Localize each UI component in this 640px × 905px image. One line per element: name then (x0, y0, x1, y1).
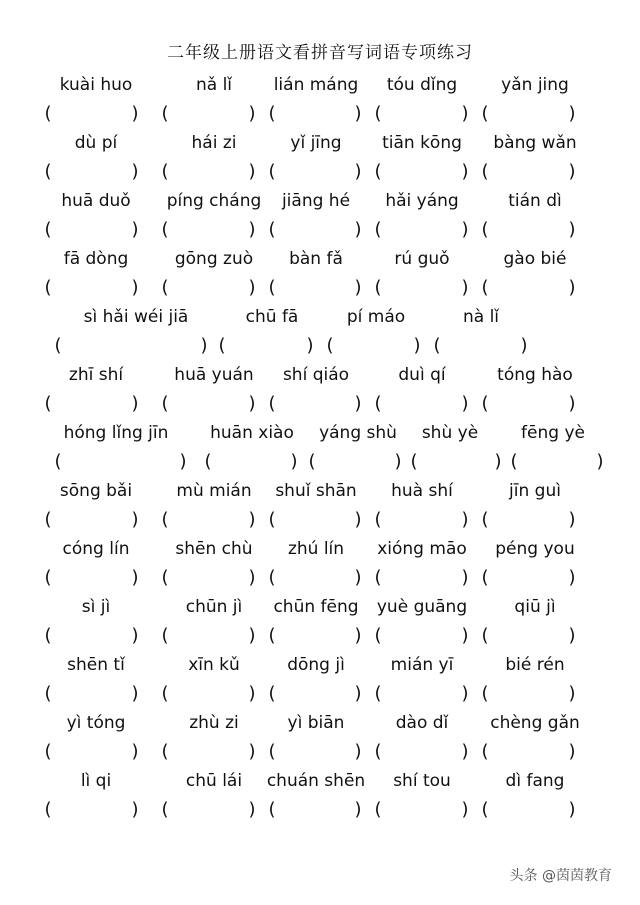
exercise-row (0, 536, 640, 594)
pinyin-word: hóng lǐng jīn (63, 423, 169, 443)
answer-close-paren: ) (131, 277, 139, 298)
answer-open-paren: ( (44, 509, 52, 530)
pinyin-word: lián máng (273, 75, 359, 95)
answer-open-paren: ( (481, 741, 489, 762)
answer-close-paren: ) (131, 799, 139, 820)
pinyin-word: dōng jì (287, 655, 345, 675)
answer-close-paren: ) (131, 683, 139, 704)
answer-open-paren: ( (44, 683, 52, 704)
pinyin-word: huān xiào (210, 423, 294, 443)
pinyin-word: chèng gǎn (490, 713, 580, 733)
answer-close-paren: ) (568, 161, 576, 182)
answer-close-paren: ) (354, 161, 362, 182)
pinyin-word: fā dòng (63, 249, 129, 269)
answer-open-paren: ( (268, 103, 276, 124)
pinyin-word: shuǐ shān (275, 481, 357, 501)
pinyin-word: xīn kǔ (188, 655, 240, 675)
pinyin-word: shù yè (421, 423, 479, 443)
pinyin-word: jīn guì (509, 481, 561, 501)
pinyin-word: tiān kōng (382, 133, 462, 153)
answer-close-paren: ) (461, 741, 469, 762)
answer-close-paren: ) (131, 567, 139, 588)
exercise-row (0, 130, 640, 188)
pinyin-word: yǎn jing (501, 75, 569, 95)
pinyin-word: chuán shēn (266, 771, 366, 791)
answer-close-paren: ) (568, 103, 576, 124)
answer-open-paren: ( (433, 335, 441, 356)
answer-close-paren: ) (461, 799, 469, 820)
exercise-row (0, 420, 640, 478)
pinyin-word: fēng yè (521, 423, 585, 443)
answer-close-paren: ) (248, 393, 256, 414)
answer-close-paren: ) (354, 625, 362, 646)
answer-open-paren: ( (481, 277, 489, 298)
answer-open-paren: ( (481, 625, 489, 646)
pinyin-word: dì fang (505, 771, 565, 791)
answer-open-paren: ( (481, 683, 489, 704)
pinyin-word: dù pí (74, 133, 118, 153)
pinyin-word: shí qiáo (282, 365, 350, 385)
answer-open-paren: ( (481, 161, 489, 182)
answer-open-paren: ( (374, 277, 382, 298)
pinyin-word: nà lǐ (462, 307, 500, 327)
answer-open-paren: ( (268, 683, 276, 704)
exercise-row (0, 304, 640, 362)
pinyin-word: zhù zi (189, 713, 239, 733)
pinyin-word: bié rén (505, 655, 565, 675)
answer-open-paren: ( (374, 625, 382, 646)
pinyin-word: jiāng hé (281, 191, 351, 211)
pinyin-word: yì tóng (66, 713, 126, 733)
answer-close-paren: ) (290, 451, 298, 472)
answer-open-paren: ( (374, 509, 382, 530)
answer-close-paren: ) (413, 335, 421, 356)
pinyin-word: yǐ jīng (290, 133, 342, 153)
exercise-row (0, 768, 640, 826)
pinyin-word: mù mián (176, 481, 252, 501)
answer-close-paren: ) (248, 103, 256, 124)
answer-open-paren: ( (161, 103, 169, 124)
answer-close-paren: ) (494, 451, 502, 472)
answer-open-paren: ( (481, 799, 489, 820)
answer-close-paren: ) (461, 625, 469, 646)
answer-close-paren: ) (131, 393, 139, 414)
answer-open-paren: ( (268, 567, 276, 588)
answer-close-paren: ) (354, 799, 362, 820)
pinyin-word: qiū jì (514, 597, 556, 617)
pinyin-word: huà shí (391, 481, 453, 501)
exercise-row (0, 594, 640, 652)
answer-open-paren: ( (54, 335, 62, 356)
pinyin-word: huā duǒ (61, 191, 131, 211)
answer-close-paren: ) (179, 451, 187, 472)
answer-open-paren: ( (268, 625, 276, 646)
pinyin-word: bàn fǎ (289, 249, 343, 269)
pinyin-word: yáng shù (319, 423, 397, 443)
answer-open-paren: ( (44, 161, 52, 182)
pinyin-word: chūn jì (185, 597, 243, 617)
answer-open-paren: ( (268, 161, 276, 182)
answer-close-paren: ) (461, 393, 469, 414)
answer-close-paren: ) (248, 219, 256, 240)
answer-close-paren: ) (568, 509, 576, 530)
answer-close-paren: ) (354, 567, 362, 588)
answer-open-paren: ( (308, 451, 316, 472)
answer-open-paren: ( (161, 509, 169, 530)
pinyin-word: xióng māo (377, 539, 467, 559)
exercise-row (0, 478, 640, 536)
exercise-row (0, 710, 640, 768)
answer-open-paren: ( (44, 219, 52, 240)
answer-close-paren: ) (461, 509, 469, 530)
answer-open-paren: ( (44, 103, 52, 124)
pinyin-word: tóu dǐng (386, 75, 458, 95)
answer-open-paren: ( (161, 625, 169, 646)
answer-close-paren: ) (568, 393, 576, 414)
pinyin-word: tóng hào (497, 365, 573, 385)
answer-open-paren: ( (374, 219, 382, 240)
answer-close-paren: ) (394, 451, 402, 472)
answer-open-paren: ( (374, 741, 382, 762)
pinyin-word: zhī shí (68, 365, 124, 385)
answer-close-paren: ) (131, 219, 139, 240)
pinyin-word: mián yī (390, 655, 454, 675)
answer-close-paren: ) (461, 277, 469, 298)
answer-open-paren: ( (410, 451, 418, 472)
answer-open-paren: ( (374, 103, 382, 124)
answer-close-paren: ) (520, 335, 528, 356)
pinyin-word: chūn fēng (273, 597, 359, 617)
answer-open-paren: ( (374, 567, 382, 588)
answer-open-paren: ( (161, 219, 169, 240)
answer-close-paren: ) (568, 741, 576, 762)
pinyin-word: dào dǐ (395, 713, 449, 733)
answer-open-paren: ( (268, 799, 276, 820)
answer-close-paren: ) (248, 509, 256, 530)
answer-close-paren: ) (248, 567, 256, 588)
answer-open-paren: ( (44, 741, 52, 762)
answer-open-paren: ( (481, 103, 489, 124)
pinyin-word: zhú lín (287, 539, 345, 559)
answer-close-paren: ) (354, 683, 362, 704)
answer-open-paren: ( (44, 625, 52, 646)
answer-open-paren: ( (44, 277, 52, 298)
exercise-row (0, 246, 640, 304)
answer-close-paren: ) (354, 741, 362, 762)
exercise-row (0, 72, 640, 130)
answer-close-paren: ) (568, 277, 576, 298)
pinyin-word: píng cháng (166, 191, 262, 211)
answer-close-paren: ) (248, 741, 256, 762)
answer-open-paren: ( (268, 741, 276, 762)
answer-open-paren: ( (44, 393, 52, 414)
answer-open-paren: ( (161, 567, 169, 588)
pinyin-word: shēn chù (175, 539, 253, 559)
answer-open-paren: ( (374, 799, 382, 820)
answer-open-paren: ( (268, 277, 276, 298)
answer-open-paren: ( (161, 393, 169, 414)
pinyin-word: rú guǒ (394, 249, 450, 269)
pinyin-word: pí máo (346, 307, 406, 327)
answer-close-paren: ) (354, 393, 362, 414)
exercise-row (0, 188, 640, 246)
answer-open-paren: ( (268, 219, 276, 240)
pinyin-word: chū fā (245, 307, 299, 327)
answer-close-paren: ) (306, 335, 314, 356)
answer-close-paren: ) (354, 103, 362, 124)
exercise-row (0, 652, 640, 710)
answer-close-paren: ) (131, 625, 139, 646)
answer-close-paren: ) (568, 799, 576, 820)
answer-open-paren: ( (481, 219, 489, 240)
answer-open-paren: ( (481, 393, 489, 414)
answer-close-paren: ) (568, 567, 576, 588)
answer-close-paren: ) (248, 683, 256, 704)
answer-open-paren: ( (161, 161, 169, 182)
answer-close-paren: ) (354, 277, 362, 298)
answer-open-paren: ( (54, 451, 62, 472)
answer-open-paren: ( (44, 567, 52, 588)
answer-open-paren: ( (374, 161, 382, 182)
answer-open-paren: ( (268, 509, 276, 530)
answer-close-paren: ) (248, 625, 256, 646)
page-title: 二年级上册语文看拼音写词语专项练习 (167, 43, 473, 63)
pinyin-word: sì hǎi wéi jiā (83, 307, 189, 327)
answer-close-paren: ) (354, 219, 362, 240)
pinyin-word: tián dì (508, 191, 562, 211)
answer-close-paren: ) (461, 103, 469, 124)
answer-open-paren: ( (374, 393, 382, 414)
answer-open-paren: ( (268, 393, 276, 414)
pinyin-word: kuài huo (59, 75, 133, 95)
answer-close-paren: ) (248, 799, 256, 820)
pinyin-word: chū lái (185, 771, 243, 791)
answer-close-paren: ) (461, 161, 469, 182)
answer-close-paren: ) (131, 741, 139, 762)
answer-close-paren: ) (461, 567, 469, 588)
answer-open-paren: ( (161, 683, 169, 704)
answer-close-paren: ) (131, 103, 139, 124)
answer-close-paren: ) (461, 219, 469, 240)
pinyin-word: duì qí (398, 365, 446, 385)
answer-open-paren: ( (161, 277, 169, 298)
answer-open-paren: ( (204, 451, 212, 472)
answer-close-paren: ) (568, 625, 576, 646)
answer-open-paren: ( (218, 335, 226, 356)
pinyin-word: yuè guāng (376, 597, 468, 617)
answer-close-paren: ) (354, 509, 362, 530)
answer-open-paren: ( (161, 741, 169, 762)
pinyin-word: sōng bǎi (59, 481, 133, 501)
answer-open-paren: ( (44, 799, 52, 820)
pinyin-word: hái zi (191, 133, 237, 153)
pinyin-word: lì qi (80, 771, 112, 791)
answer-close-paren: ) (248, 161, 256, 182)
pinyin-word: shēn tǐ (67, 655, 125, 675)
watermark: 头条 @茵茵教育 (509, 868, 612, 884)
answer-open-paren: ( (161, 799, 169, 820)
pinyin-word: gōng zuò (174, 249, 254, 269)
answer-close-paren: ) (596, 451, 604, 472)
pinyin-word: cóng lín (62, 539, 130, 559)
answer-close-paren: ) (131, 509, 139, 530)
answer-close-paren: ) (131, 161, 139, 182)
answer-close-paren: ) (200, 335, 208, 356)
pinyin-word: nǎ lǐ (195, 75, 233, 95)
pinyin-word: yì biān (287, 713, 345, 733)
pinyin-word: sì jì (81, 597, 111, 617)
exercise-row (0, 362, 640, 420)
answer-close-paren: ) (568, 219, 576, 240)
answer-open-paren: ( (481, 567, 489, 588)
pinyin-word: huā yuán (174, 365, 254, 385)
answer-open-paren: ( (326, 335, 334, 356)
pinyin-word: péng you (495, 539, 575, 559)
answer-open-paren: ( (481, 509, 489, 530)
answer-close-paren: ) (568, 683, 576, 704)
pinyin-word: shí tou (393, 771, 451, 791)
answer-close-paren: ) (248, 277, 256, 298)
pinyin-word: hǎi yáng (385, 191, 459, 211)
answer-close-paren: ) (461, 683, 469, 704)
pinyin-word: bàng wǎn (493, 133, 577, 153)
answer-open-paren: ( (510, 451, 518, 472)
pinyin-word: gào bié (503, 249, 567, 269)
answer-open-paren: ( (374, 683, 382, 704)
